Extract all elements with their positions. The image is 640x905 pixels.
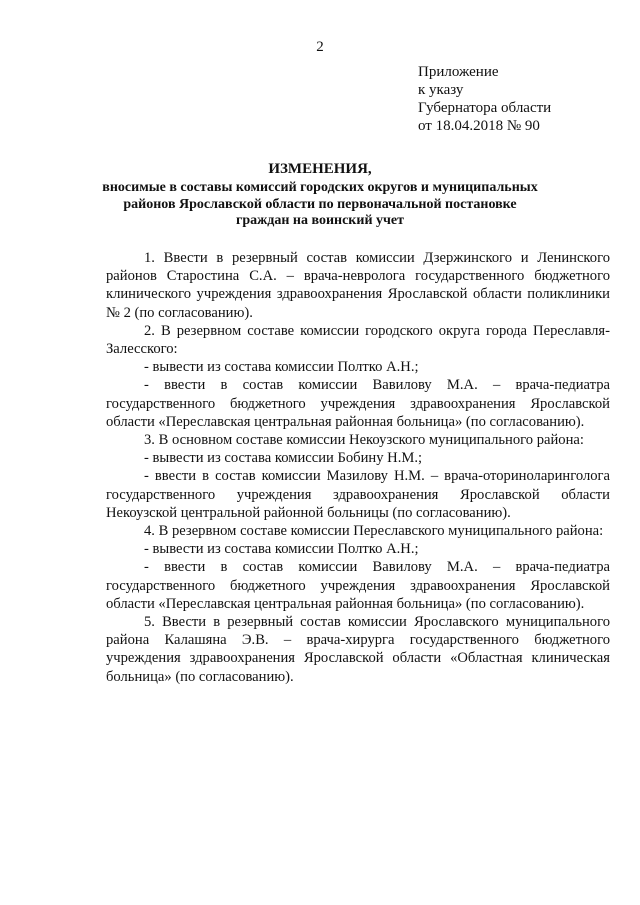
- page-number: 2: [316, 39, 324, 55]
- paragraph-10: - ввести в состав комиссии Вавилову М.А. – врача-педиатра государственного бюджетного учреждения здравоохранения Ярославской области «Переславская центральная районная больница» (по согласованию).: [106, 559, 610, 612]
- document-subtitle: вносимые в составы комиссий городских округов и муниципальных районов Ярославской области по первоначальной постановке граждан на воинский учет: [102, 180, 538, 228]
- paragraph-3: - вывести из состава комиссии Полтко А.Н.;: [144, 359, 419, 376]
- document-title: ИЗМЕНЕНИЯ,: [268, 161, 372, 177]
- document-body: [106, 249, 610, 686]
- paragraph-2: 2. В резервном составе комиссии городского округа города Переславля-Залесского:: [106, 322, 610, 358]
- appendix-line-1: Приложение: [418, 64, 499, 80]
- paragraph-8: 4. В резервном составе комиссии Переславского муниципального района:: [144, 523, 604, 540]
- paragraph-11: 5. Ввести в резервный состав комиссии Ярославского муниципального района Калашяна Э.В. – врача-хирурга государственного бюджетного учреждения здравоохранения Ярославской области «Областная клиническая больница» (по согласованию).: [106, 614, 610, 685]
- appendix-line-4: от 18.04.2018 № 90: [418, 118, 540, 134]
- appendix-line-2: к указу: [418, 82, 464, 98]
- appendix-line-3: Губернатора области: [418, 100, 552, 116]
- document-title-block: [100, 160, 540, 230]
- paragraph-5: 3. В основном составе комиссии Некоузского муниципального района:: [144, 432, 584, 449]
- paragraph-6: - вывести из состава комиссии Бобину Н.М.;: [144, 450, 423, 467]
- paragraph-4: - ввести в состав комиссии Вавилову М.А. – врача-педиатра государственного бюджетного учреждения здравоохранения Ярославской области «Переславская центральная районная больница» (по согласованию).: [106, 377, 610, 430]
- appendix-block: [418, 63, 551, 135]
- paragraph-7: - ввести в состав комиссии Мазилову Н.М. – врача-оториноларинголога государственного учреждения здравоохранения Ярославской области Некоузской центральной районной больницы (по согласованию).: [106, 468, 610, 521]
- paragraph-9: - вывести из состава комиссии Полтко А.Н.;: [144, 541, 419, 558]
- paragraph-1: 1. Ввести в резервный состав комиссии Дзержинского и Ленинского районов Старостина С.А. – врача-невролога государственного бюджетного клинического учреждения здравоохранения Ярославской области поликлиники № 2 (по согласованию).: [106, 250, 610, 321]
